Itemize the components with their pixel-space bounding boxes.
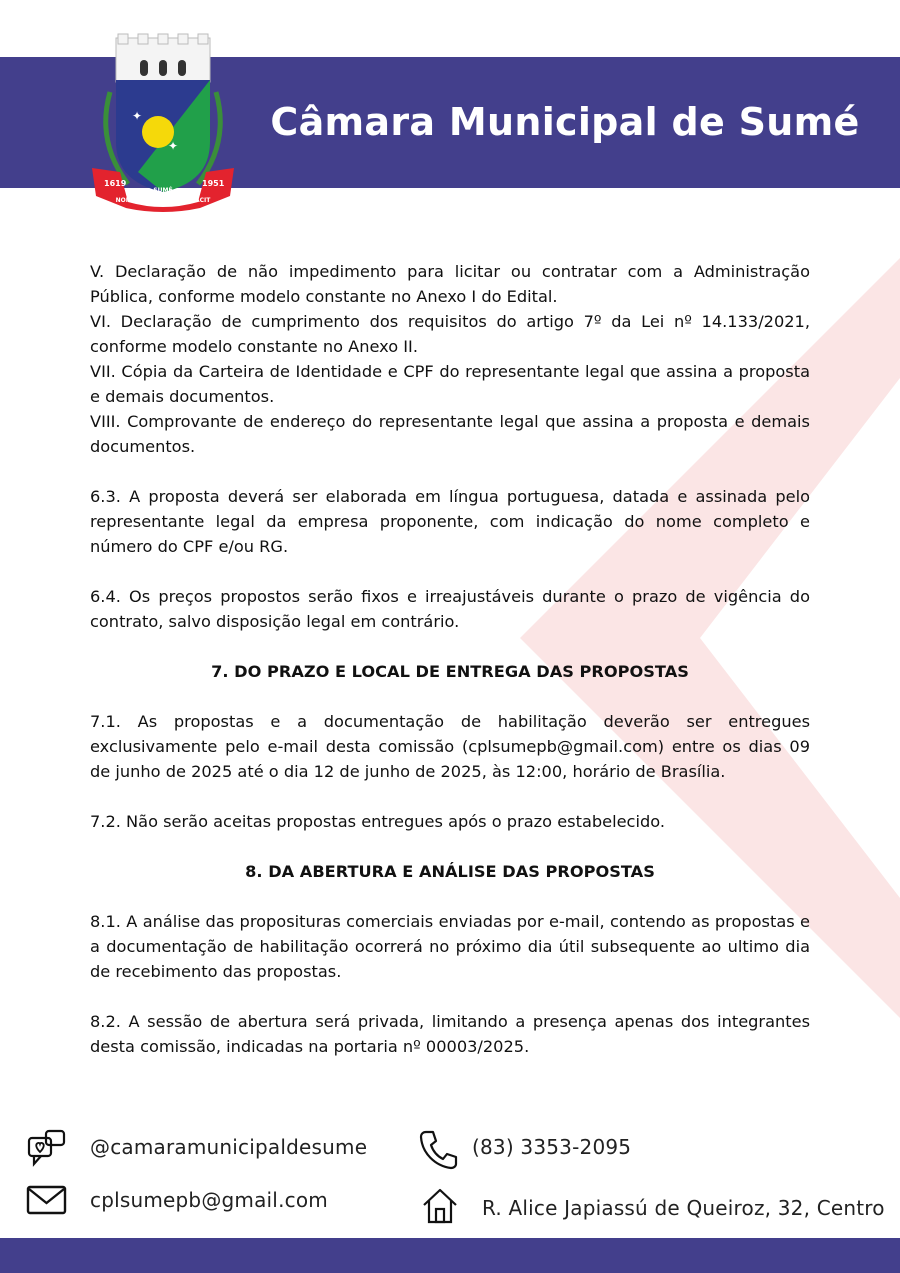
paragraph-7-1: 7.1. As propostas e a documentação de habilitação deverão ser entregues exclusivamente pelo e-mail desta comissão (cplsumepb@gmail.com) entre os dias 09 de junho de 2025 até o dia 12 de junho de 2025, às 12:00, horário de Brasília.	[90, 712, 810, 781]
home-icon	[420, 1186, 460, 1226]
list-item: V. Declaração de não impedimento para licitar ou contratar com a Administração Pública, conforme modelo constante no Anexo I do Edital.	[90, 262, 810, 306]
page-title: Câmara Municipal de Sumé	[270, 100, 860, 144]
footer-band	[0, 1238, 900, 1273]
list-item: VII. Cópia da Carteira de Identidade e CPF do representante legal que assina a proposta e demais documentos.	[90, 362, 810, 406]
section-heading-8: 8. DA ABERTURA E ANÁLISE DAS PROPOSTAS	[245, 862, 655, 881]
social-handle[interactable]: @camaramunicipaldesume	[90, 1135, 368, 1159]
paragraph-6-4: 6.4. Os preços propostos serão fixos e irreajustáveis durante o prazo de vigência do contrato, salvo disposição legal em contrário.	[90, 587, 810, 631]
svg-text:✦: ✦	[132, 109, 143, 123]
street-address: R. Alice Japiassú de Queiroz, 32, Centro	[482, 1196, 885, 1220]
social-chat-icon	[26, 1128, 68, 1170]
list-item: VIII. Comprovante de endereço do representante legal que assina a proposta e demais documentos.	[90, 412, 810, 456]
svg-text:✦: ✦	[168, 139, 179, 153]
paragraph-8-2: 8.2. A sessão de abertura será privada, limitando a presença apenas dos integrantes desta comissão, indicadas na portaria nº 00003/2025.	[90, 1012, 810, 1056]
document-body	[90, 259, 810, 1059]
email-address[interactable]: cplsumepb@gmail.com	[90, 1188, 328, 1212]
list-item: VI. Declaração de cumprimento dos requisitos do artigo 7º da Lei nº 14.133/2021, conforme modelo constante no Anexo II.	[90, 312, 810, 356]
phone-number[interactable]: (83) 3353-2095	[472, 1135, 632, 1159]
paragraph-8-1: 8.1. A análise das proposituras comerciais enviadas por e-mail, contendo as propostas e a documentação de habilitação ocorrerá no próximo dia útil subsequente ao ultimo dia de recebimento das propostas.	[90, 912, 810, 981]
crest-logo	[88, 32, 238, 212]
email-icon	[26, 1184, 68, 1216]
svg-text:SUMÉ: SUMÉ	[153, 187, 173, 194]
paragraph-6-3: 6.3. A proposta deverá ser elaborada em língua portuguesa, datada e assinada pelo representante legal da empresa proponente, com indicação do nome completo e número do CPF e/ou RG.	[90, 487, 810, 556]
svg-text:1951: 1951	[202, 179, 225, 188]
section-heading-7: 7. DO PRAZO E LOCAL DE ENTREGA DAS PROPOSTAS	[211, 662, 689, 681]
paragraph-7-2: 7.2. Não serão aceitas propostas entregues após o prazo estabelecido.	[90, 812, 665, 831]
svg-text:NOMENIS FELIX AQUA FACIT: NOMENIS FELIX AQUA FACIT	[115, 197, 211, 204]
phone-icon	[418, 1128, 458, 1170]
svg-text:1619: 1619	[104, 179, 127, 188]
